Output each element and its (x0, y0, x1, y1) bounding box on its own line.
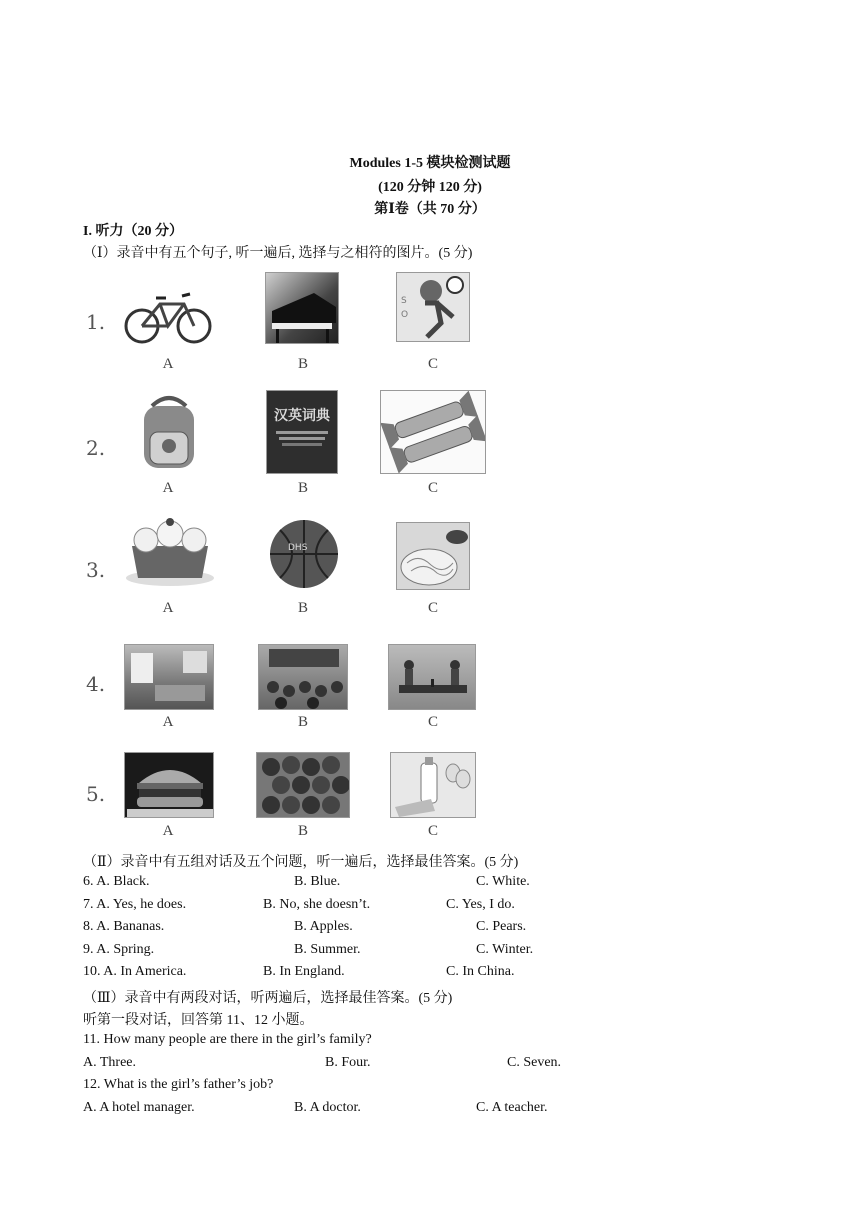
row-number: 4. (86, 672, 106, 696)
option-letter: B (297, 714, 308, 730)
row-number: 1. (86, 310, 106, 334)
basketball-icon (268, 518, 340, 590)
soccer-cartoon-icon (396, 272, 470, 342)
option-letter: C (427, 823, 438, 839)
bicycle-icon (120, 284, 216, 348)
classroom-photo (258, 644, 348, 710)
dictionary-title: 汉英词典 (274, 408, 330, 424)
q10-option-c: C. In China. (446, 964, 515, 979)
option-letter: B (297, 356, 308, 372)
svg-text:O: O (401, 310, 409, 320)
option-letter: A (162, 714, 174, 730)
dialog1-instruction: 听第一段对话，回答第 11、12 小题。 (83, 1013, 314, 1028)
q7-option-a: 7. A. Yes, he does. (83, 897, 187, 912)
q12-option-c: C. A teacher. (476, 1100, 548, 1115)
exam-time-score: (120 分钟 120 分) (378, 180, 482, 195)
hamburger-icon (124, 752, 214, 818)
q8-option-b: B. Apples. (294, 919, 353, 934)
row-number: 3. (86, 558, 106, 582)
option-letter: B (297, 823, 308, 839)
dictionary-icon (266, 390, 338, 474)
q8-option-c: C. Pears. (476, 919, 527, 934)
part1-instruction: （Ⅰ）录音中有五个句子, 听一遍后, 选择与之相符的图片。(5 分) (83, 246, 473, 261)
q7-option-b: B. No, she doesn’t. (263, 897, 371, 912)
option-letter: A (162, 480, 174, 496)
section-heading: I. 听力（20 分） (83, 224, 183, 239)
q10-option-b: B. In England. (263, 964, 345, 979)
option-letter: A (162, 356, 174, 372)
q12-option-b: B. A doctor. (294, 1100, 361, 1115)
svg-text:S: S (401, 296, 407, 306)
q6-option-a: 6. A. Black. (83, 874, 150, 889)
picture-figure (80, 262, 518, 850)
bedroom-photo (124, 644, 214, 710)
pingpong-photo (388, 644, 476, 710)
q8-option-a: 8. A. Bananas. (83, 919, 165, 934)
option-letter: C (427, 480, 438, 496)
svg-text:DHS: DHS (288, 543, 308, 553)
row-number: 2. (86, 436, 106, 460)
row-number: 5. (86, 782, 106, 806)
q11-option-a: A. Three. (83, 1055, 136, 1070)
backpack-icon (132, 392, 206, 474)
q7-option-c: C. Yes, I do. (446, 897, 515, 912)
q6-option-b: B. Blue. (294, 874, 341, 889)
option-letter: B (297, 480, 308, 496)
q11-option-c: C. Seven. (507, 1055, 562, 1070)
q11-option-b: B. Four. (325, 1055, 371, 1070)
piano-icon (265, 272, 339, 344)
q11-question: 11. How many people are there in the girl’s family? (83, 1032, 372, 1047)
fruit-icon (256, 752, 350, 818)
q10-option-a: 10. A. In America. (83, 964, 187, 979)
option-letter: C (427, 714, 438, 730)
volume-heading: 第Ⅰ卷（共 70 分） (374, 202, 486, 217)
cake-icon (122, 516, 218, 588)
part3-instruction: （Ⅲ）录音中有两段对话，听两遍后，选择最佳答案。(5 分) (83, 991, 453, 1006)
noodles-icon (396, 522, 470, 590)
q9-option-c: C. Winter. (476, 942, 534, 957)
part2-instruction: （Ⅱ）录音中有五组对话及五个问题，听一遍后，选择最佳答案。(5 分) (83, 855, 519, 870)
option-letter: A (162, 823, 174, 839)
option-letter: A (162, 600, 174, 616)
q9-option-a: 9. A. Spring. (83, 942, 155, 957)
q12-question: 12. What is the girl’s father’s job? (83, 1077, 274, 1092)
option-letter: B (297, 600, 308, 616)
breakfast-icon (390, 752, 476, 818)
q12-option-a: A. A hotel manager. (83, 1100, 195, 1115)
candy-icon (380, 390, 486, 474)
q6-option-c: C. White. (476, 874, 530, 889)
option-letter: C (427, 600, 438, 616)
page-title: Modules 1-5 模块检测试题 (349, 156, 511, 171)
q9-option-b: B. Summer. (294, 942, 361, 957)
option-letter: C (427, 356, 438, 372)
